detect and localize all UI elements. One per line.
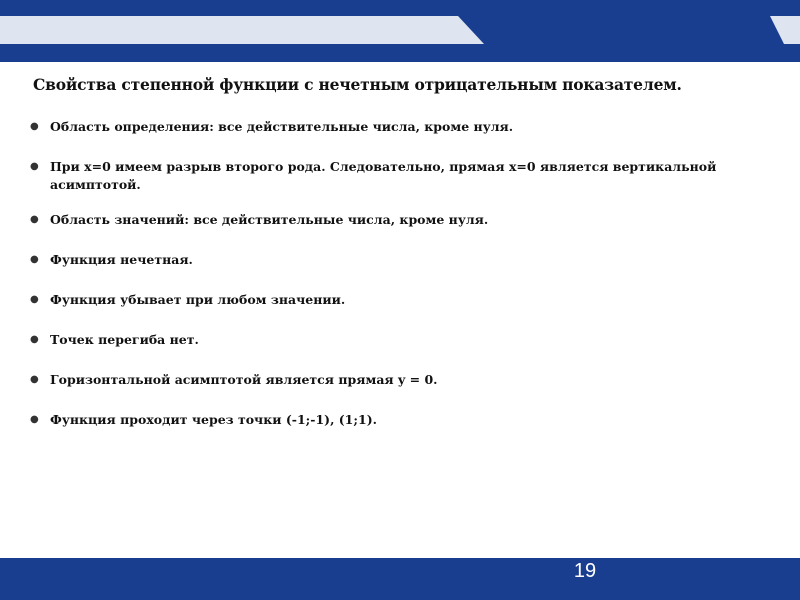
- bullet-icon: ●: [30, 334, 39, 345]
- header-banner: [0, 0, 800, 62]
- bullet-icon: ●: [30, 294, 39, 305]
- page-number: 19: [573, 560, 597, 582]
- bullet-text: Функция убывает при любом значении.: [50, 292, 346, 307]
- bullet-item: [30, 118, 770, 136]
- bullet-item: [30, 251, 770, 269]
- footer-bar: [0, 558, 800, 600]
- bullet-item: [30, 291, 770, 309]
- bullet-text: При x=0 имеем разрыв второго рода. Следовательно, прямая x=0 является вертикальной асимптотой.: [50, 159, 717, 192]
- bullet-item: [30, 411, 770, 429]
- bullet-text: Область определения: все действительные числа, кроме нуля.: [50, 119, 514, 134]
- bullet-icon: ●: [30, 414, 39, 425]
- bullet-icon: ●: [30, 254, 39, 265]
- bullet-item: [30, 211, 770, 229]
- banner-stripe-left: [0, 16, 484, 44]
- bullet-icon: ●: [30, 374, 39, 385]
- bullet-item: [30, 158, 770, 194]
- bullet-list: [30, 118, 770, 451]
- bullet-text: Горизонтальной асимптотой является прямая y = 0.: [50, 372, 438, 387]
- bullet-item: [30, 371, 770, 389]
- bullet-item: [30, 331, 770, 349]
- slide-title: Свойства степенной функции с нечетным отрицательным показателем.: [33, 75, 682, 94]
- bullet-text: Функция проходит через точки (-1;-1), (1;1).: [50, 412, 377, 427]
- bullet-icon: ●: [30, 214, 39, 225]
- bullet-icon: ●: [30, 121, 39, 132]
- bullet-text: Функция нечетная.: [50, 252, 193, 267]
- bullet-text: Область значений: все действительные числа, кроме нуля.: [50, 212, 489, 227]
- bullet-icon: ●: [30, 161, 39, 172]
- bullet-text: Точек перегиба нет.: [50, 332, 199, 347]
